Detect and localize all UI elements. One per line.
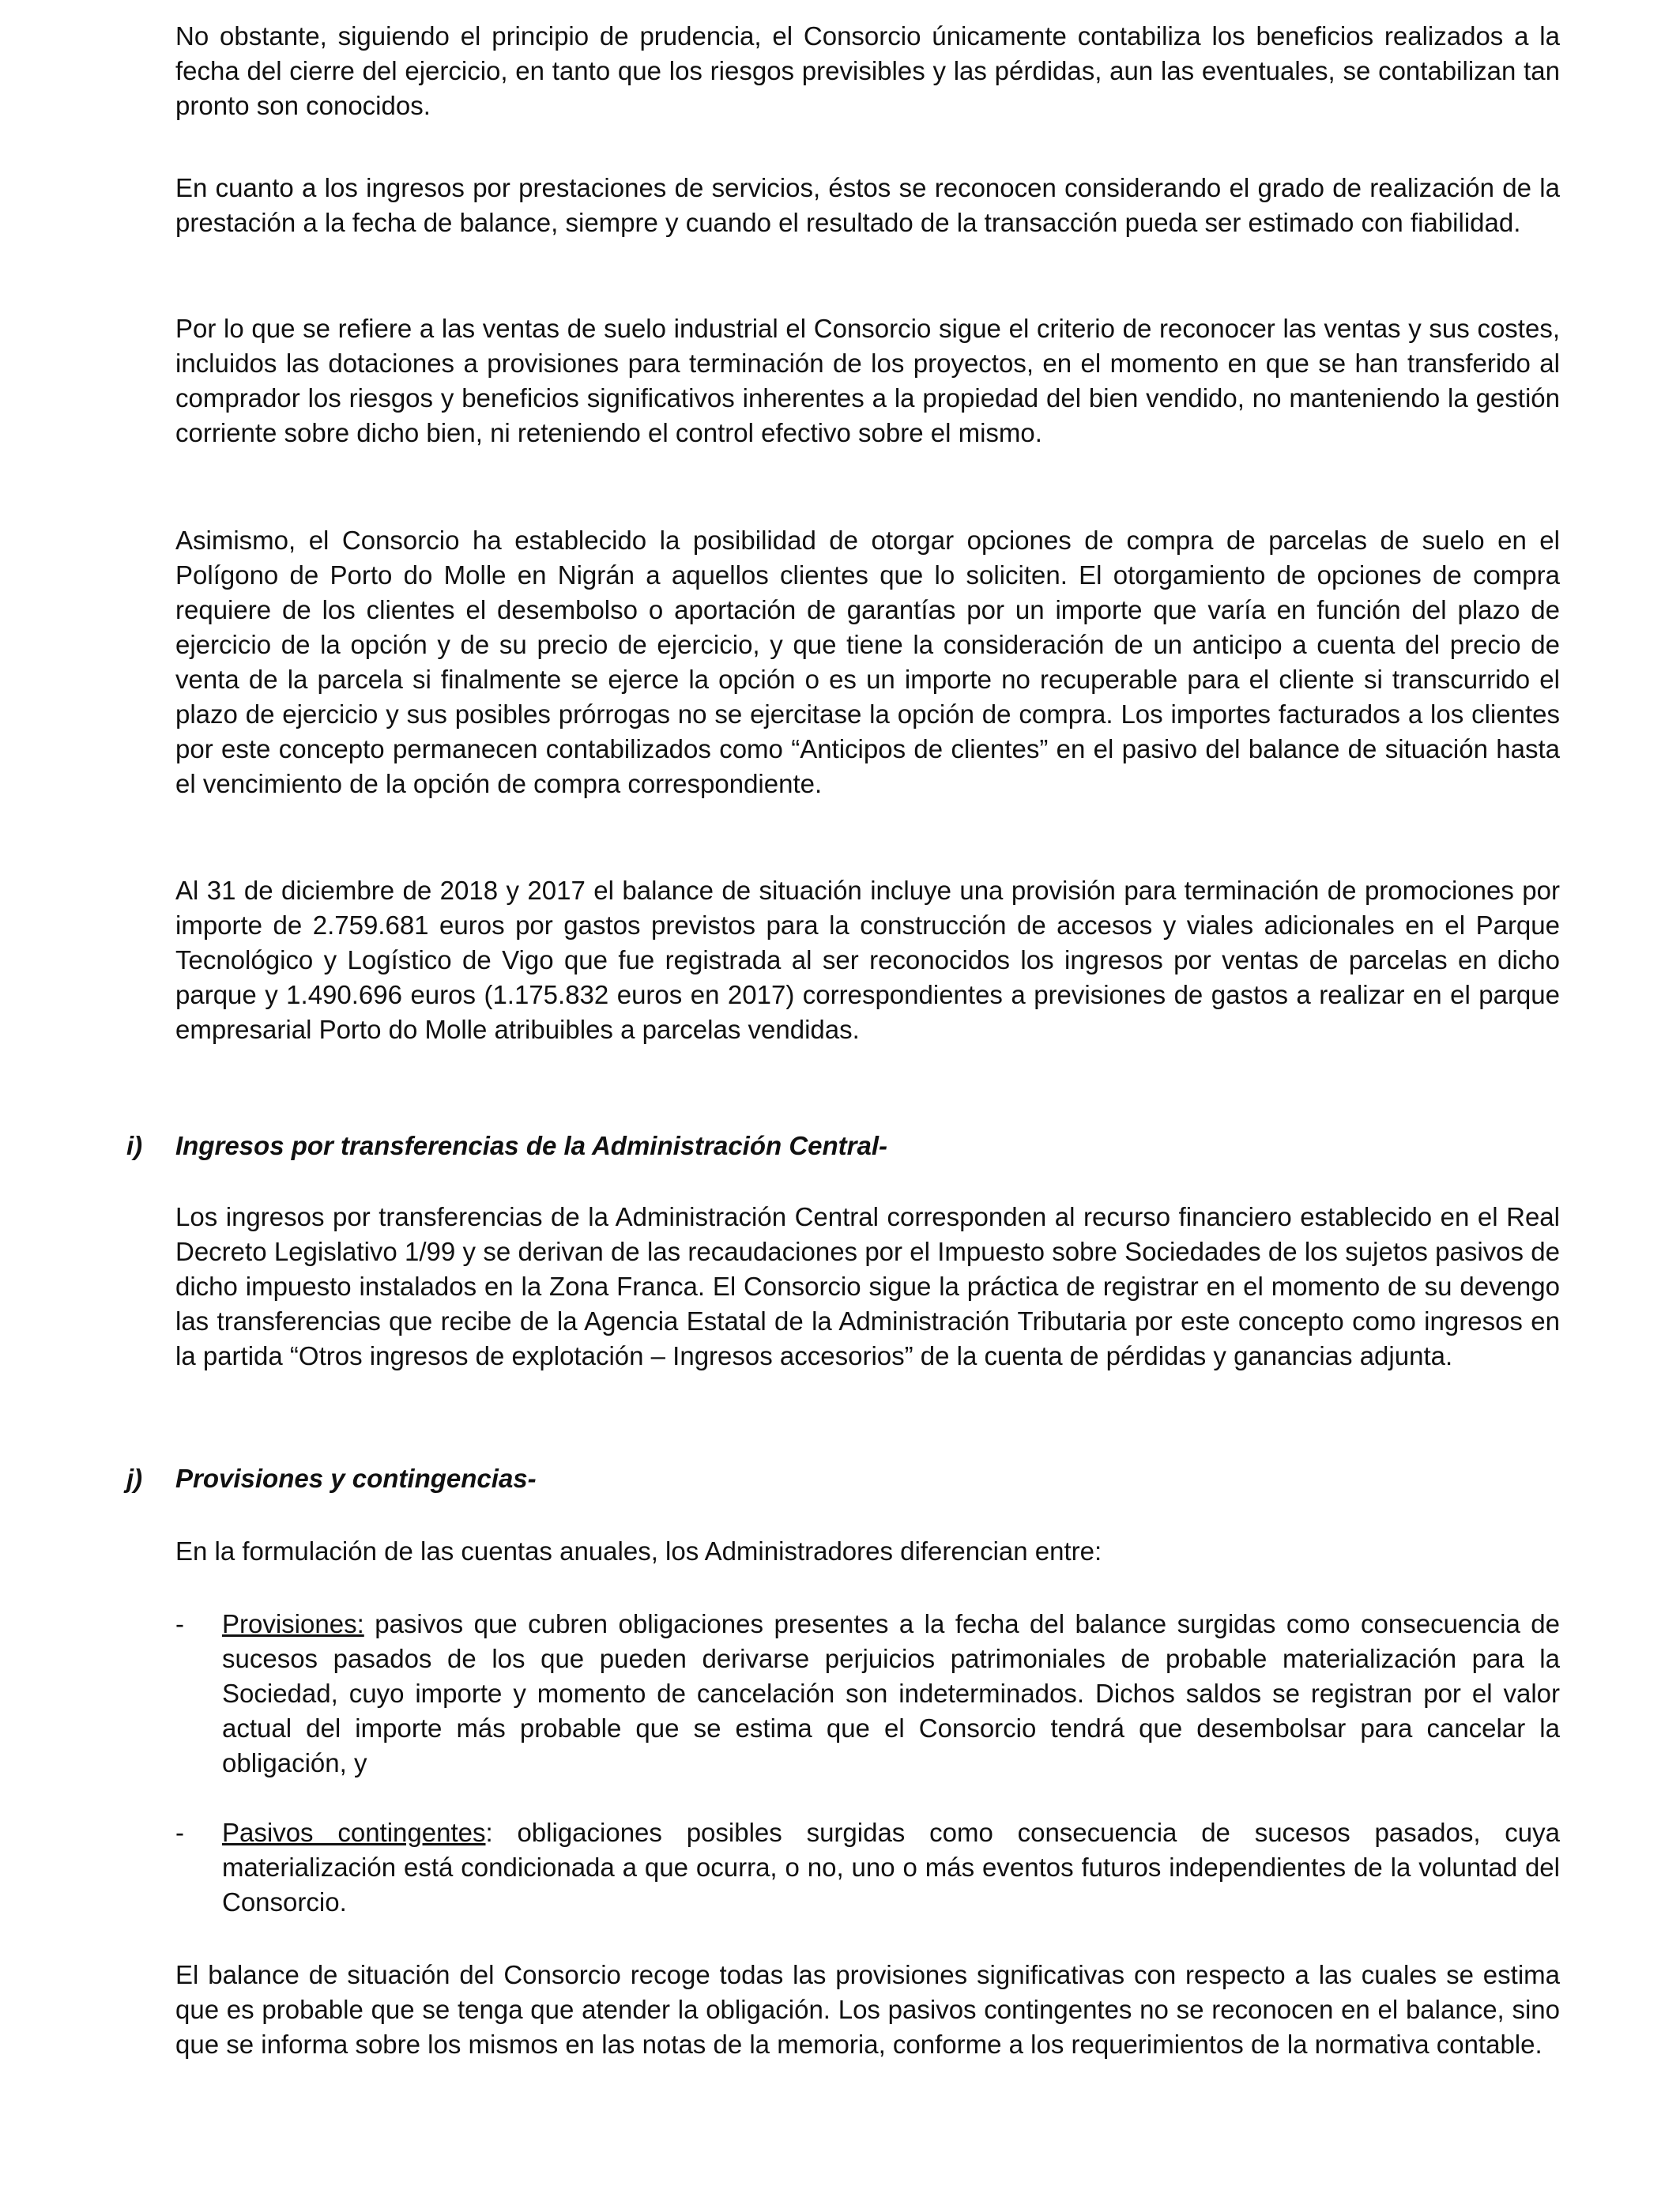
section-j-title: Provisiones y contingencias- — [175, 1464, 537, 1493]
term-pasivos-contingentes: Pasivos contingentes — [222, 1818, 486, 1847]
paragraph-transferencias: Los ingresos por transferencias de la Administración Central corresponden al recurso financiero establecido en el Real Decreto Legislativo 1/99 y se derivan de las recaudaciones por el Impuesto sobre Sociedades de los sujetos pasivos de dicho impuesto instalados en la Zona Franca. El Consorcio sigue la práctica de registrar en el momento de su devengo las transferencias que recibe de la Agencia Estatal de la Administración Tributaria por este concepto como ingresos en la partida “Otros ingresos de explotación – Ingresos accesorios” de la cuenta de pérdidas y ganancias adjunta. — [175, 1202, 1560, 1370]
paragraph-prudencia: No obstante, siguiendo el principio de prudencia, el Consorcio únicamente contabiliza los beneficios realizados a la fecha del cierre del ejercicio, en tanto que los riesgos previsibles y las pérdidas, aun las eventuales, se contabilizan tan pronto son conocidos. — [175, 21, 1560, 120]
definition-provisiones: pasivos que cubren obligaciones presentes a la fecha del balance surgidas como consecuencia de sucesos pasados de los que pueden derivarse perjuicios patrimoniales de probable materialización para la Sociedad, cuyo importe y momento de cancelación son indeterminados. Dichos saldos se registran por el valor actual del importe más probable que se estima que el Consorcio tendrá que desembolsar para cancelar la obligación, y — [222, 1609, 1560, 1777]
paragraph-opciones-compra: Asimismo, el Consorcio ha establecido la posibilidad de otorgar opciones de compra de parcelas de suelo en el Polígono de Porto do Molle en Nigrán a aquellos clientes que lo soliciten. El otorgamiento de opciones de compra requiere de los clientes el desembolso o aportación de garantías por un importe que varía en función del plazo de ejercicio de la opción y de su precio de ejercicio, y que tiene la consideración de un anticipo a cuenta del precio de venta de la parcela si finalmente se ejerce la opción o es un importe no recuperable para el cliente si transcurrido el plazo de ejercicio y sus posibles prórrogas no se ejercitase la opción de compra. Los importes facturados a los clientes por este concepto permanecen contabilizados como “Anticipos de clientes” en el pasivo del balance de situación hasta el vencimiento de la opción de compra correspondiente. — [175, 526, 1560, 798]
list-item-text — [222, 1607, 1560, 1781]
section-i-letter: i) — [126, 1131, 143, 1160]
list-item-text — [222, 1815, 1560, 1920]
list-dash: - — [175, 1609, 184, 1638]
paragraph-ventas-suelo: Por lo que se refiere a las ventas de suelo industrial el Consorcio sigue el criterio de reconocer las ventas y sus costes, incluidos las dotaciones a provisiones para terminación de los proyectos, en el momento en que se han transferido al comprador los riesgos y beneficios significativos inherentes a la propiedad del bien vendido, no manteniendo la gestión corriente sobre dicho bien, ni reteniendo el control efectivo sobre el mismo. — [175, 314, 1560, 447]
section-j-heading — [126, 1461, 1549, 1496]
term-provisiones: Provisiones: — [222, 1609, 364, 1638]
paragraph-prestaciones-servicios: En cuanto a los ingresos por prestaciones de servicios, éstos se reconocen considerando el grado de realización de la prestación a la fecha de balance, siempre y cuando el resultado de la transacción pueda ser estimado con fiabilidad. — [175, 173, 1560, 237]
paragraph-provision-terminacion: Al 31 de diciembre de 2018 y 2017 el balance de situación incluye una provisión para terminación de promociones por importe de 2.759.681 euros por gastos previstos para la construcción de accesos y viales adicionales en el Parque Tecnológico y Logístico de Vigo que fue registrada al ser reconocidos los ingresos por ventas de parcelas en dicho parque y 1.490.696 euros (1.175.832 euros en 2017) correspondientes a previsiones de gastos a realizar en el parque empresarial Porto do Molle atribuibles a parcelas vendidas. — [175, 876, 1560, 1044]
section-j-letter: j) — [126, 1464, 143, 1493]
definition-pasivos-contingentes: : obligaciones posibles surgidas como consecuencia de sucesos pasados, cuya materialización está condicionada a que ocurra, o no, uno o más eventos futuros independientes de la voluntad del Consorcio. — [222, 1818, 1560, 1917]
list-item-provisiones — [175, 1607, 1560, 1781]
list-item-pasivos-contingentes — [175, 1815, 1560, 1920]
list-dash: - — [175, 1818, 184, 1847]
section-i-title: Ingresos por transferencias de la Administración Central- — [175, 1131, 888, 1160]
section-i-heading — [126, 1129, 1549, 1163]
paragraph-balance-situacion: El balance de situación del Consorcio recoge todas las provisiones significativas con respecto a las cuales se estima que es probable que se tenga que atender la obligación. Los pasivos contingentes no se reconocen en el balance, sino que se informa sobre los mismos en las notas de la memoria, conforme a los requerimientos de la normativa contable. — [175, 1960, 1560, 2059]
paragraph-formulacion: En la formulación de las cuentas anuales, los Administradores diferencian entre: — [175, 1536, 1102, 1566]
